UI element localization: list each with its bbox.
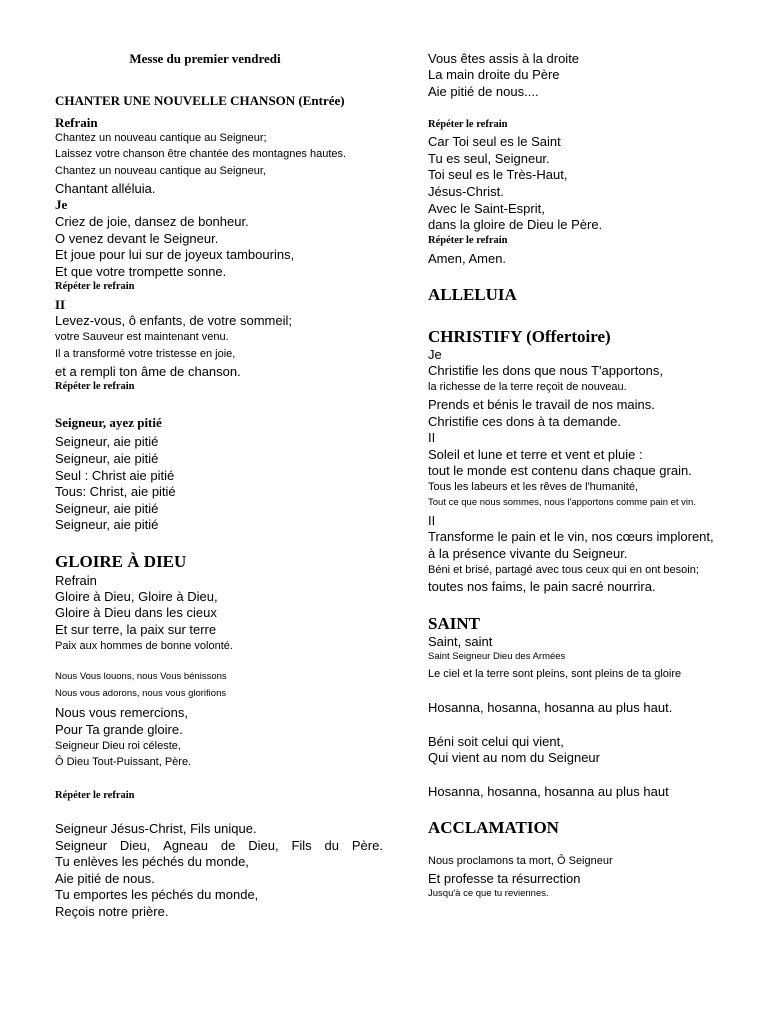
gloria-stanza-line: Seigneur Dieu roi céleste, bbox=[55, 740, 181, 752]
offertoire-verse2-line: Tout ce que nous sommes, nous l'apportons comme pain et vin. bbox=[428, 497, 696, 508]
gloria-final-line: Tu es seul, Seigneur. bbox=[428, 151, 550, 166]
offertoire-verse2-line: tout le monde est contenu dans chaque grain. bbox=[428, 463, 692, 478]
entree-verse2-line: Levez-vous, ô enfants, de votre sommeil; bbox=[55, 313, 293, 328]
entree-verse2-line: et a rempli ton âme de chanson. bbox=[55, 364, 241, 379]
word: Agneau bbox=[163, 838, 208, 853]
gloria-stanza-line: Pour Ta grande gloire. bbox=[55, 722, 183, 737]
saint-heading: SAINT bbox=[428, 614, 480, 633]
entree-verse2-line: Il a transformé votre tristesse en joie, bbox=[55, 348, 236, 360]
gloria-refrain-line: Gloire à Dieu dans les cieux bbox=[55, 605, 217, 620]
gloria-repeat-refrain: Répéter le refrain bbox=[428, 235, 508, 246]
gloria-refrain-line: Gloire à Dieu, Gloire à Dieu, bbox=[55, 589, 218, 604]
kyrie-line: Seigneur, aie pitié bbox=[55, 517, 159, 532]
saint-line: Qui vient au nom du Seigneur bbox=[428, 750, 600, 765]
gloria-small-line: Nous Vous louons, nous Vous bénissons bbox=[55, 671, 227, 682]
offertoire-verse3-line: toutes nos faims, le pain sacré nourrira. bbox=[428, 579, 656, 594]
entree-refrain-line: Laissez votre chanson être chantée des montagnes hautes. bbox=[55, 148, 347, 160]
gloria-repeat-refrain: Répéter le refrain bbox=[428, 119, 508, 130]
gloria-final-line: Jésus-Christ. bbox=[428, 184, 504, 199]
offertoire-verse3-line: à la présence vivante du Seigneur. bbox=[428, 546, 628, 561]
page-title: Messe du premier vendredi bbox=[129, 51, 281, 66]
acclamation-heading: ACCLAMATION bbox=[428, 818, 559, 837]
word: Dieu, bbox=[248, 838, 279, 853]
kyrie-line: Seul : Christ aie pitié bbox=[55, 468, 175, 483]
kyrie-line: Tous: Christ, aie pitié bbox=[55, 484, 176, 499]
gloria-refrain-line: Paix aux hommes de bonne volonté. bbox=[55, 640, 233, 652]
entree-refrain-line: Chantez un nouveau cantique au Seigneur, bbox=[55, 165, 266, 177]
acclamation-line: Et professe ta résurrection bbox=[428, 871, 581, 886]
gloria-jesus-line: Tu emportes les péchés du monde, bbox=[55, 887, 259, 902]
entree-refrain-line: Chantez un nouveau cantique au Seigneur; bbox=[55, 132, 267, 144]
offertoire-verse1-line: Christifie les dons que nous T'apportons, bbox=[428, 363, 663, 378]
kyrie-heading: Seigneur, ayez pitié bbox=[55, 415, 162, 430]
kyrie-line: Seigneur, aie pitié bbox=[55, 451, 159, 466]
offertoire-verse1-line: Christifie ces dons à ta demande. bbox=[428, 414, 621, 429]
entree-verse2-label: II bbox=[55, 297, 66, 312]
gloria-heading: GLOIRE À DIEU bbox=[55, 552, 187, 571]
saint-line: Saint Seigneur Dieu des Armées bbox=[428, 651, 566, 662]
gloria-final-line: dans la gloire de Dieu le Père. bbox=[428, 217, 603, 232]
gloria-refrain-label: Refrain bbox=[55, 573, 97, 588]
entree-verse1-line: Et joue pour lui sur de joyeux tambourins, bbox=[55, 247, 295, 262]
gloria-jesus-justified-line bbox=[55, 839, 383, 854]
offertoire-verse2-label: II bbox=[428, 430, 436, 445]
offertoire-verse1-line: la richesse de la terre reçoit de nouveau. bbox=[428, 381, 627, 393]
alleluia-heading: ALLELUIA bbox=[428, 285, 517, 304]
gloria-jesus-line: Seigneur Jésus-Christ, Fils unique. bbox=[55, 821, 257, 836]
offertoire-verse3-label: II bbox=[428, 513, 436, 528]
gloria-final-line: Avec le Saint-Esprit, bbox=[428, 201, 545, 216]
word: de bbox=[220, 838, 236, 853]
kyrie-line: Seigneur, aie pitié bbox=[55, 501, 159, 516]
gloria-jesus-line: Reçois notre prière. bbox=[55, 904, 169, 919]
offertoire-verse1-line: Prends et bénis le travail de nos mains. bbox=[428, 397, 655, 412]
entree-refrain-line: Chantant alléluia. bbox=[55, 181, 156, 196]
gloria-stanza-line: Nous vous remercions, bbox=[55, 705, 188, 720]
saint-line: Saint, saint bbox=[428, 634, 493, 649]
gloria-continued-line: La main droite du Père bbox=[428, 67, 560, 82]
entree-verse1-line: Criez de joie, dansez de bonheur. bbox=[55, 214, 249, 229]
word: Dieu, bbox=[119, 838, 151, 853]
gloria-jesus-line: Aie pitié de nous. bbox=[55, 871, 155, 886]
entree-verse1-line: O venez devant le Seigneur. bbox=[55, 231, 219, 246]
entree-verse1-line: Et que votre trompette sonne. bbox=[55, 264, 227, 279]
saint-line: Hosanna, hosanna, hosanna au plus haut. bbox=[428, 700, 673, 715]
gloria-jesus-line: Tu enlèves les péchés du monde, bbox=[55, 854, 249, 869]
gloria-final-line: Toi seul es le Très-Haut, bbox=[428, 167, 568, 182]
offertoire-verse2-line: Tous les labeurs et les rêves de l'humanité, bbox=[428, 481, 638, 493]
entree-verse2-line: votre Sauveur est maintenant venu. bbox=[55, 331, 229, 343]
offertoire-verse3-line: Béni et brisé, partagé avec tous ceux qui en ont besoin; bbox=[428, 564, 699, 576]
acclamation-line: Nous proclamons ta mort, Ô Seigneur bbox=[428, 855, 613, 867]
saint-line: Le ciel et la terre sont pleins, sont pleins de ta gloire bbox=[428, 668, 682, 680]
word: Seigneur bbox=[55, 838, 108, 853]
offertoire-verse1-label: Je bbox=[428, 347, 442, 362]
gloria-stanza-line: Ô Dieu Tout-Puissant, Père. bbox=[55, 756, 192, 768]
word: Fils bbox=[291, 838, 312, 853]
word: du bbox=[324, 838, 339, 853]
gloria-refrain-line: Et sur terre, la paix sur terre bbox=[55, 622, 217, 637]
gloria-continued-line: Vous êtes assis à la droite bbox=[428, 51, 580, 66]
kyrie-line: Seigneur, aie pitié bbox=[55, 434, 159, 449]
saint-line: Béni soit celui qui vient, bbox=[428, 734, 564, 749]
entree-repeat-refrain: Répéter le refrain bbox=[55, 281, 135, 292]
word: Père. bbox=[351, 838, 383, 853]
acclamation-line: Jusqu'à ce que tu reviennes. bbox=[428, 888, 549, 899]
entree-refrain-label: Refrain bbox=[55, 115, 98, 130]
entree-heading: CHANTER UNE NOUVELLE CHANSON (Entrée) bbox=[55, 93, 345, 108]
gloria-continued-line: Aie pitié de nous.... bbox=[428, 84, 539, 99]
gloria-amen: Amen, Amen. bbox=[428, 251, 507, 266]
gloria-final-line: Car Toi seul es le Saint bbox=[428, 134, 561, 149]
entree-repeat-refrain: Répéter le refrain bbox=[55, 381, 135, 392]
offertoire-heading: CHRISTIFY (Offertoire) bbox=[428, 327, 611, 346]
saint-line: Hosanna, hosanna, hosanna au plus haut bbox=[428, 784, 669, 799]
entree-verse1-label: Je bbox=[55, 197, 68, 212]
offertoire-verse2-line: Soleil et lune et terre et vent et pluie : bbox=[428, 447, 643, 462]
gloria-small-line: Nous vous adorons, nous vous glorifions bbox=[55, 688, 227, 699]
gloria-repeat-refrain: Répéter le refrain bbox=[55, 790, 135, 801]
offertoire-verse3-line: Transforme le pain et le vin, nos cœurs implorent, bbox=[428, 529, 714, 544]
